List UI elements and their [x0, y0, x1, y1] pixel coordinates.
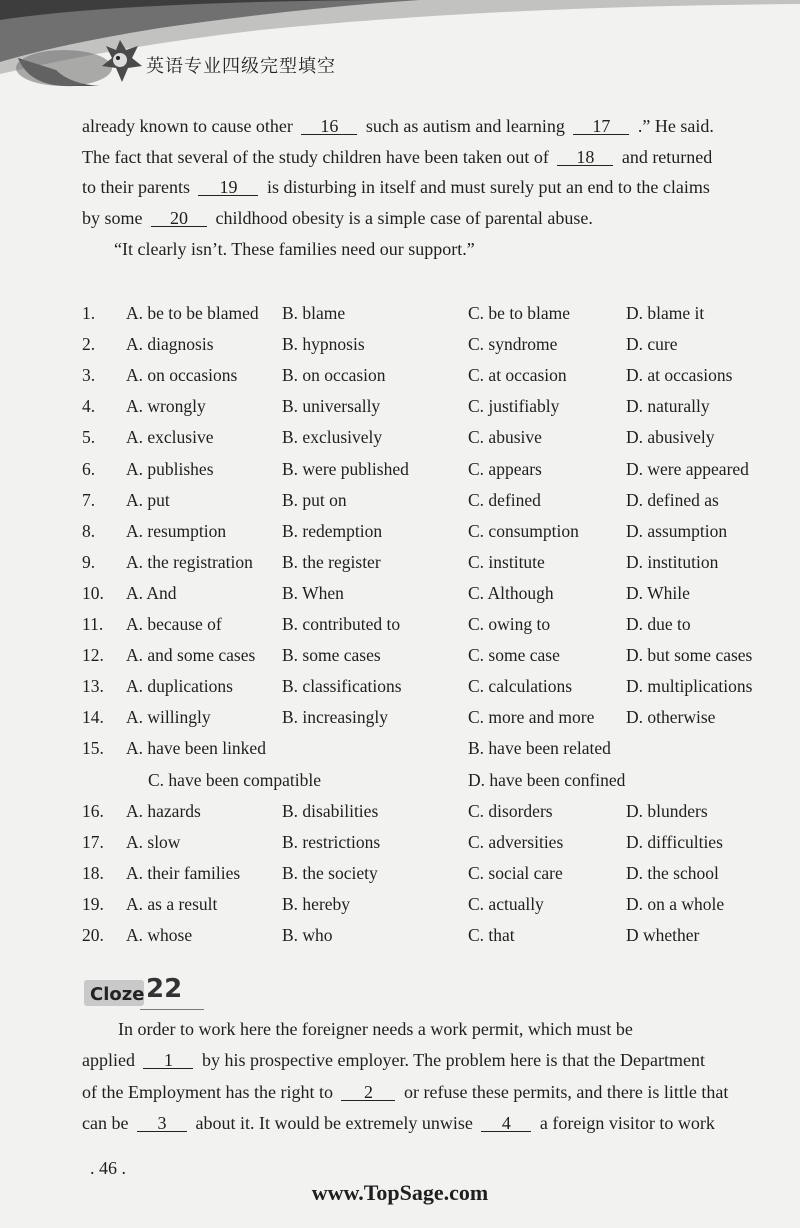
option-number: 10. — [82, 582, 104, 603]
option-a: A. be to be blamed — [126, 303, 259, 323]
option-c: D. have been confined — [468, 769, 626, 790]
option-d: D. institution — [626, 551, 719, 572]
text-line — [82, 1114, 715, 1132]
text-segment: .” He said. — [633, 116, 714, 136]
text-segment: already known to cause other — [82, 116, 298, 136]
option-c: C. justifiably — [468, 396, 560, 417]
text-segment: by some — [82, 208, 147, 228]
blank-16: 16 — [301, 118, 357, 135]
option-c: C. owing to — [468, 614, 551, 634]
option-number: 18. — [82, 862, 104, 883]
option-b: B. on occasion — [282, 365, 386, 386]
text-segment: about it. It would be extremely unwise — [190, 1113, 478, 1133]
option-number: 15. — [82, 738, 104, 759]
text-line — [118, 1020, 633, 1038]
option-b: B. contributed to — [282, 614, 401, 634]
blank-4: 4 — [481, 1115, 531, 1132]
option-c: C. that — [468, 925, 515, 945]
text-segment: The fact that several of the study children have been taken out of — [82, 147, 554, 167]
option-a: C. have been compatible — [148, 769, 321, 790]
option-c: C. defined — [468, 489, 541, 510]
option-a: A. wrongly — [126, 396, 206, 417]
option-c: C. abusive — [468, 427, 542, 448]
option-d: D. the school — [626, 862, 719, 883]
option-b: B. hypnosis — [282, 334, 365, 355]
option-c: C. actually — [468, 893, 544, 914]
option-c: C. disorders — [468, 800, 553, 821]
option-c: C. some case — [468, 645, 560, 666]
option-d: D. cure — [626, 334, 678, 355]
blank-18: 18 — [557, 149, 613, 166]
cloze-badge — [84, 976, 204, 1010]
option-number: 1. — [82, 303, 96, 323]
option-number: 20. — [82, 925, 104, 945]
option-d: D. on a whole — [626, 893, 725, 914]
text-segment: can be — [82, 1113, 133, 1133]
option-b: B. classifications — [282, 676, 402, 697]
option-c: C. Although — [468, 582, 554, 603]
option-c: B. have been related — [468, 738, 611, 759]
option-d: D. defined as — [626, 489, 719, 510]
option-b: B. restrictions — [282, 831, 381, 852]
option-c: C. appears — [468, 458, 542, 479]
text-segment: and returned — [617, 147, 713, 167]
option-d: D. but some cases — [626, 645, 753, 666]
option-number: 13. — [82, 676, 104, 697]
option-a: A. and some cases — [126, 645, 256, 666]
option-d: D. naturally — [626, 396, 710, 417]
option-number: 16. — [82, 800, 104, 821]
option-c: C. calculations — [468, 676, 573, 697]
option-d: D whether — [626, 925, 700, 945]
option-b: B. universally — [282, 396, 381, 417]
option-a: A. their families — [126, 862, 241, 883]
blank-19: 19 — [198, 179, 258, 196]
option-b: B. blame — [282, 303, 346, 323]
option-a: A. on occasions — [126, 365, 238, 386]
option-d: D. due to — [626, 614, 691, 634]
option-b: B. When — [282, 582, 344, 603]
option-c: C. syndrome — [468, 334, 558, 355]
text-segment: a foreign visitor to work — [535, 1113, 715, 1133]
option-number: 6. — [82, 458, 96, 479]
option-a: A. duplications — [126, 676, 233, 697]
header-title: 英语专业四级完型填空 — [146, 56, 336, 77]
option-c: C. at occasion — [468, 365, 567, 386]
option-c: C. more and more — [468, 707, 595, 728]
footer-url: www.TopSage.com — [311, 1180, 489, 1205]
option-b: B. increasingly — [282, 707, 388, 728]
option-a: A. And — [126, 582, 177, 603]
text-line — [114, 240, 475, 258]
text-segment: is disturbing in itself and must surely put an end to the claims — [262, 177, 710, 197]
option-c: C. institute — [468, 551, 545, 572]
option-b: B. redemption — [282, 520, 383, 541]
blank-1: 1 — [143, 1052, 193, 1069]
option-c: C. adversities — [468, 831, 564, 852]
option-a: A. because of — [126, 614, 222, 634]
blank-20: 20 — [151, 210, 207, 227]
option-a: A. hazards — [126, 800, 201, 821]
text-segment: In order to work here the foreigner needs a work permit, which must be — [118, 1019, 633, 1039]
option-number: 17. — [82, 831, 104, 852]
page-header — [0, 0, 800, 100]
option-number: 14. — [82, 707, 104, 728]
option-c: C. social care — [468, 862, 563, 883]
option-a: A. exclusive — [126, 427, 214, 448]
text-segment: to their parents — [82, 177, 195, 197]
option-b: B. disabilities — [282, 800, 379, 821]
text-line — [82, 209, 593, 227]
option-number: 5. — [82, 427, 96, 448]
text-line — [82, 1083, 728, 1101]
option-b: B. some cases — [282, 645, 381, 666]
option-a: A. willingly — [126, 707, 211, 728]
cloze-label: Cloze — [90, 984, 145, 1005]
option-a: A. have been linked — [126, 738, 266, 759]
option-a: A. the registration — [126, 551, 253, 572]
option-number: 11. — [82, 614, 104, 634]
text-line — [82, 117, 714, 135]
option-d: D. at occasions — [626, 365, 733, 386]
option-c: C. consumption — [468, 520, 579, 541]
option-a: A. as a result — [126, 893, 218, 914]
option-a: A. publishes — [126, 458, 214, 479]
blank-2: 2 — [341, 1084, 395, 1101]
option-b: B. who — [282, 925, 333, 945]
page-number: . 46 . — [90, 1158, 126, 1178]
option-number: 12. — [82, 645, 104, 666]
text-line — [82, 148, 712, 166]
text-segment: by his prospective employer. The problem here is that the Department — [197, 1050, 706, 1070]
option-b: B. were published — [282, 458, 409, 479]
option-number: 8. — [82, 520, 96, 541]
text-segment: “It clearly isn’t. These families need our support.” — [114, 239, 475, 259]
option-d: D. difficulties — [626, 831, 723, 852]
text-segment: of the Employment has the right to — [82, 1082, 338, 1102]
option-number: 4. — [82, 396, 96, 417]
option-number: 2. — [82, 334, 96, 355]
option-d: D. blame it — [626, 303, 705, 323]
option-number: 19. — [82, 893, 104, 914]
option-d: D. abusively — [626, 427, 715, 448]
option-b: B. the society — [282, 862, 378, 883]
option-c: C. be to blame — [468, 303, 571, 323]
option-a: A. diagnosis — [126, 334, 214, 355]
option-d: D. were appeared — [626, 458, 749, 479]
text-segment: childhood obesity is a simple case of parental abuse. — [211, 208, 593, 228]
option-b: B. the register — [282, 551, 381, 572]
option-number: 3. — [82, 365, 96, 386]
text-line — [82, 178, 710, 196]
cloze-number: 22 — [146, 974, 183, 1004]
mascot-icon — [96, 36, 144, 88]
option-d: D. multiplications — [626, 676, 753, 697]
option-a: A. resumption — [126, 520, 227, 541]
option-d: D. assumption — [626, 520, 728, 541]
option-number: 9. — [82, 551, 96, 572]
option-d: D. blunders — [626, 800, 708, 821]
option-b: B. put on — [282, 489, 347, 510]
text-line — [82, 1051, 705, 1069]
text-segment: or refuse these permits, and there is little that — [399, 1082, 729, 1102]
text-segment: such as autism and learning — [361, 116, 570, 136]
option-a: A. slow — [126, 831, 181, 852]
option-d: D. otherwise — [626, 707, 716, 728]
option-a: A. whose — [126, 925, 193, 945]
blank-3: 3 — [137, 1115, 187, 1132]
blank-17: 17 — [573, 118, 629, 135]
option-d: D. While — [626, 582, 690, 603]
option-b: B. hereby — [282, 893, 351, 914]
option-number: 7. — [82, 489, 96, 510]
text-segment: applied — [82, 1050, 140, 1070]
option-a: A. put — [126, 489, 170, 510]
option-b: B. exclusively — [282, 427, 383, 448]
